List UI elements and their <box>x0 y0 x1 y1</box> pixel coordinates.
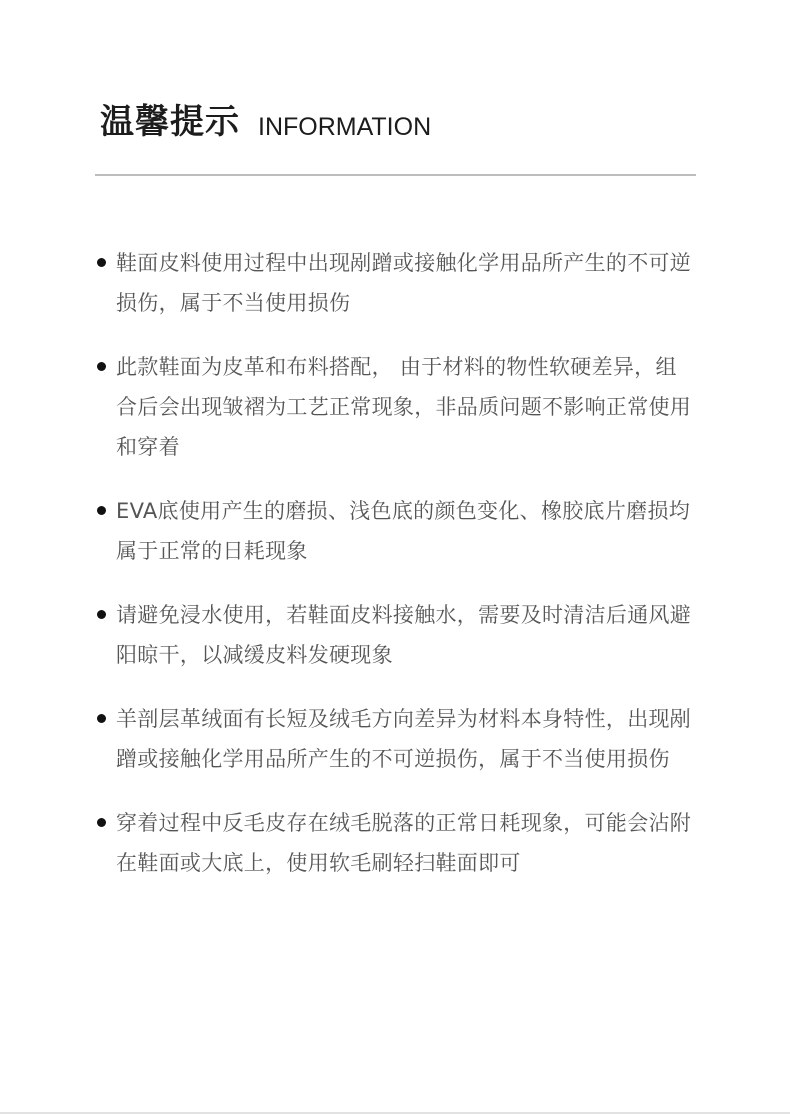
note-text: 鞋面皮料使用过程中出现剐蹭或接触化学用品所产生的不可逆损伤，属于不当使用损伤 <box>116 251 692 315</box>
note-text: 羊剖层革绒面有长短及绒毛方向差异为材料本身特性，出现剐蹭或接触化学用品所产生的不可逆损伤，属于不当使用损伤 <box>116 707 692 771</box>
list-item <box>95 347 695 467</box>
list-item <box>95 595 695 675</box>
bullet-icon <box>97 362 106 371</box>
header <box>100 100 431 144</box>
bullet-icon <box>97 258 106 267</box>
notes-list <box>95 243 695 907</box>
header-divider <box>95 174 696 176</box>
list-item <box>95 699 695 779</box>
bullet-icon <box>97 610 106 619</box>
bullet-icon <box>97 506 106 515</box>
page-title: 温馨提示 <box>100 102 240 142</box>
note-text: 穿着过程中反毛皮存在绒毛脱落的正常日耗现象，可能会沾附在鞋面或大底上，使用软毛刷轻扫鞋面即可 <box>116 811 692 875</box>
bullet-icon <box>97 714 106 723</box>
list-item <box>95 491 695 571</box>
note-text: EVA底使用产生的磨损、浅色底的颜色变化、橡胶底片磨损均属于正常的日耗现象 <box>116 499 691 563</box>
note-text: 请避免浸水使用，若鞋面皮料接触水，需要及时清洁后通风避阳晾干，以减缓皮料发硬现象 <box>116 603 692 667</box>
note-text: 此款鞋面为皮革和布料搭配， 由于材料的物性软硬差异，组合后会出现皱褶为工艺正常现象，非品质问题不影响正常使用和穿着 <box>116 355 692 459</box>
page-subtitle: INFORMATION <box>258 113 432 141</box>
list-item <box>95 803 695 883</box>
list-item <box>95 243 695 323</box>
bullet-icon <box>97 818 106 827</box>
